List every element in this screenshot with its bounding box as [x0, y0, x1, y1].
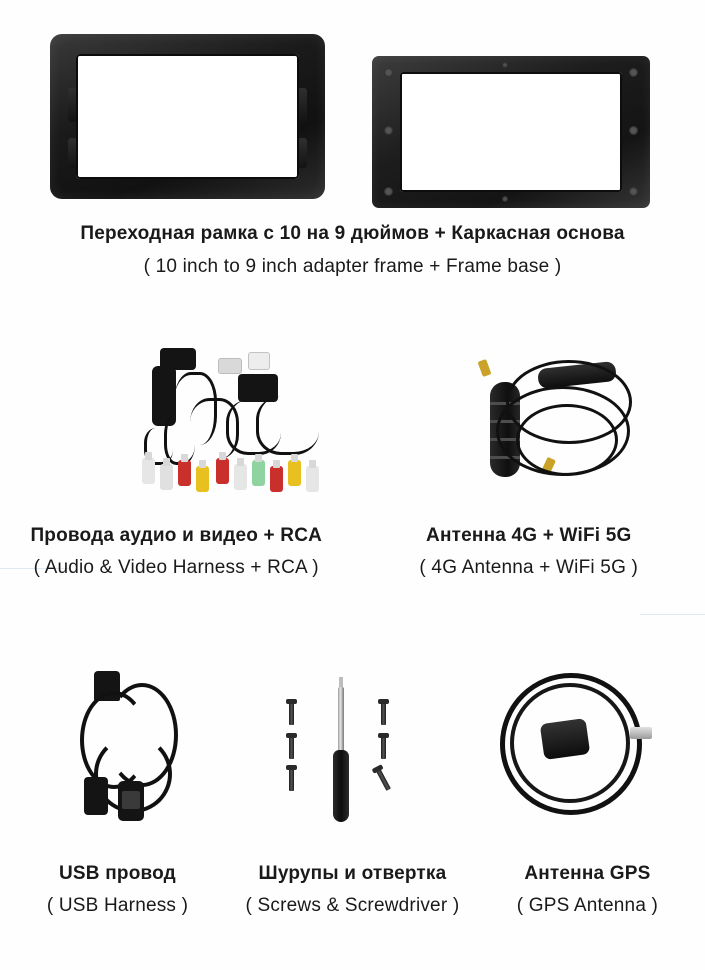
antenna-cable: [516, 404, 618, 476]
rca-plug-yellow: [288, 460, 301, 486]
frames-image-group: [0, 26, 705, 216]
rca-plug-yellow: [196, 466, 209, 492]
frame-screw-hole: [250, 61, 257, 68]
frames-caption-ru: Переходная рамка с 10 на 9 дюймов + Каркасная основа: [80, 223, 625, 244]
antenna-caption-ru: Антенна 4G + WiFi 5G: [426, 525, 632, 546]
frame-base-hole: [629, 126, 638, 135]
usb-caption-ru: USB провод: [59, 863, 176, 884]
frame-base-hole: [384, 126, 393, 135]
frame-base-image: [372, 56, 650, 208]
frame-base-hole: [629, 68, 638, 77]
rca-plug-red: [216, 458, 229, 484]
usb-port-inner: [122, 791, 140, 809]
gps-antenna-image: [490, 663, 675, 843]
gps-caption-ru: Антенна GPS: [524, 863, 651, 884]
frame-base-hole: [502, 62, 508, 68]
screwdriver-handle: [333, 750, 349, 822]
harness-white-plug: [218, 358, 242, 374]
row2-caption-block: [0, 524, 705, 580]
rca-plug-white: [234, 464, 247, 490]
row3-caption-block: [0, 862, 705, 918]
antenna-connector: [478, 359, 492, 377]
screws-screwdriver-image: [255, 665, 430, 840]
harness-wire: [256, 396, 319, 455]
screw: [376, 769, 391, 791]
frame-tab: [295, 138, 307, 168]
usb-harness-image: [60, 665, 235, 840]
audio-video-harness-image: [130, 340, 370, 510]
frame-screw-hole: [118, 165, 125, 172]
decorative-hairline-right: [640, 614, 705, 615]
frame-screw-hole: [118, 61, 125, 68]
gps-receiver-puck: [540, 718, 591, 760]
harness-caption-ru: Провода аудио и видео + RCA: [30, 525, 323, 546]
rca-plug-white: [142, 458, 155, 484]
screws-caption-block: [235, 862, 470, 918]
screws-caption-en: ( Screws & Screwdriver ): [245, 894, 460, 916]
antenna-caption-en: ( 4G Antenna + WiFi 5G ): [419, 556, 639, 578]
frame-tab: [295, 88, 307, 122]
harness-white-plug: [248, 352, 270, 370]
frame-base-hole: [502, 196, 508, 202]
screw: [289, 703, 294, 725]
antenna-4g-wifi-image: [470, 340, 660, 510]
frame-screw-hole: [250, 165, 257, 172]
gps-connector: [630, 727, 652, 739]
rca-plug-red: [270, 466, 283, 492]
usb-caption-en: ( USB Harness ): [46, 894, 189, 916]
row2-image-group: [0, 330, 705, 515]
harness-caption-block: [0, 524, 353, 580]
harness-caption-en: ( Audio & Video Harness + RCA ): [33, 556, 319, 578]
usb-caption-block: [0, 862, 235, 918]
rca-plug-red: [178, 460, 191, 486]
rca-plug-green: [252, 460, 265, 486]
adapter-frame-image: [50, 34, 325, 199]
frame-base-hole: [629, 187, 638, 196]
screws-caption-ru: Шурупы и отвертка: [258, 863, 447, 884]
gps-caption-en: ( GPS Antenna ): [516, 894, 659, 916]
frames-caption-en: ( 10 inch to 9 inch adapter frame + Frame base ): [143, 255, 562, 277]
gps-caption-block: [470, 862, 705, 918]
rca-plug-white: [306, 466, 319, 492]
screw: [381, 737, 386, 759]
antenna-caption-block: [353, 524, 705, 580]
row3-image-group: [0, 655, 705, 845]
usb-female-port: [84, 777, 108, 815]
rca-plug-white: [160, 464, 173, 490]
screw: [289, 769, 294, 791]
screwdriver-shaft: [338, 687, 344, 755]
frame-base-hole: [384, 68, 393, 77]
frame-tab: [68, 88, 80, 122]
screw: [289, 737, 294, 759]
frame-base-hole: [384, 187, 393, 196]
frames-caption-block: [0, 222, 705, 279]
screw: [381, 703, 386, 725]
frame-tab: [68, 138, 80, 168]
